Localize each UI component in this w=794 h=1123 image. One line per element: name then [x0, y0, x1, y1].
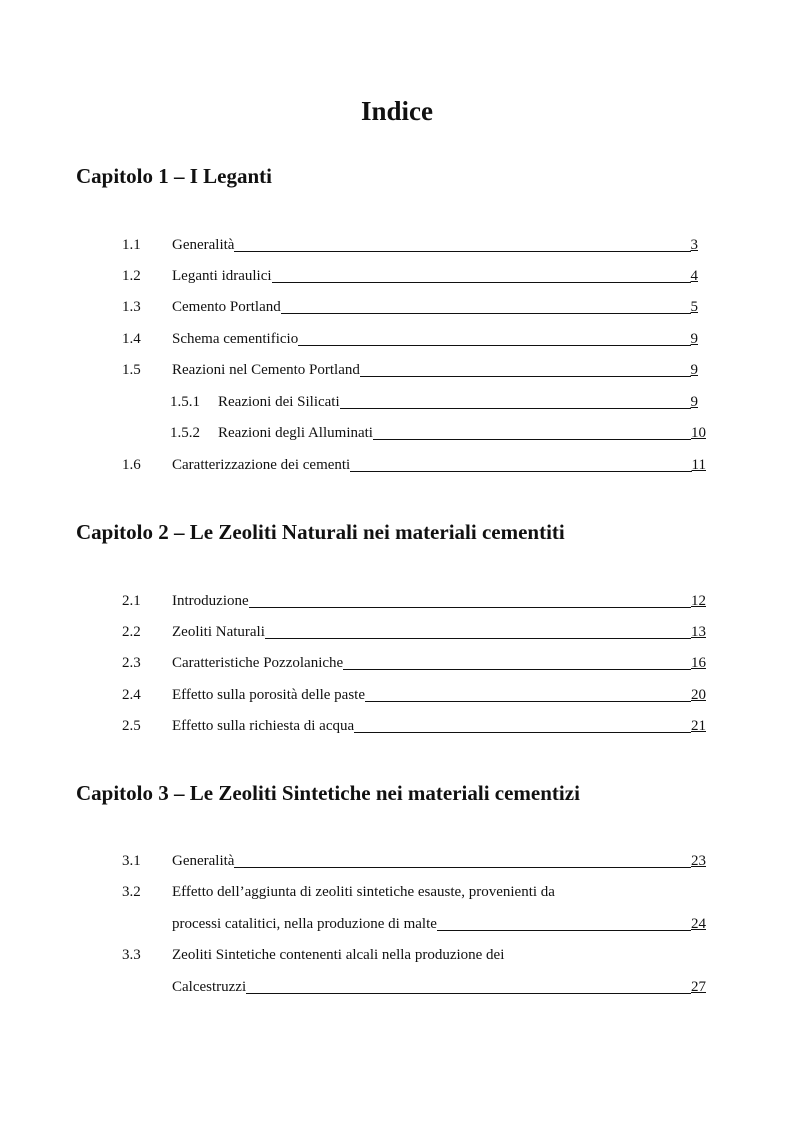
toc-entry-continuation[interactable]	[122, 913, 708, 935]
toc-entry[interactable]	[122, 621, 708, 643]
toc-entry-page: 23	[691, 853, 706, 869]
toc-entry-number: 2.1	[122, 593, 141, 609]
dotted-leader	[234, 867, 691, 868]
toc-entry-multiline[interactable]	[122, 944, 708, 966]
dotted-leader	[365, 701, 691, 702]
toc-entry-label: Schema cementificio	[172, 331, 299, 347]
toc-entry-number: 1.5.1	[170, 394, 200, 410]
dotted-leader	[272, 282, 691, 283]
toc-entry-label: Introduzione	[172, 593, 249, 609]
toc-subentry[interactable]	[170, 391, 708, 413]
dotted-leader	[354, 732, 691, 733]
toc-entry-number: 1.2	[122, 268, 141, 284]
toc-entry-label: Leganti idraulici	[172, 268, 272, 284]
toc-entry-page: 9	[690, 394, 698, 410]
toc-entry[interactable]	[122, 454, 708, 476]
chapter-1-heading: Capitolo 1 – I Leganti	[76, 164, 273, 188]
toc-entry-continuation[interactable]	[122, 976, 708, 998]
toc-entry-label: Reazioni dei Silicati	[218, 394, 340, 410]
toc-entry-label: processi catalitici, nella produzione di malte	[172, 916, 437, 932]
toc-subentry[interactable]	[170, 422, 708, 444]
toc-entry-label: Reazioni degli Alluminati	[218, 425, 373, 441]
toc-entry-number: 2.5	[122, 718, 141, 734]
chapter-3-heading: Capitolo 3 – Le Zeoliti Sintetiche nei materiali cementizi	[76, 781, 580, 805]
dotted-leader	[298, 345, 690, 346]
toc-entry-page: 20	[691, 687, 706, 703]
toc-entry-number: 2.4	[122, 687, 141, 703]
toc-entry-page: 9	[690, 331, 698, 347]
toc-entry-page: 12	[691, 593, 706, 609]
dotted-leader	[437, 930, 691, 931]
toc-entry-label: Effetto sulla porosità delle paste	[172, 687, 366, 703]
dotted-leader	[265, 638, 691, 639]
toc-entry[interactable]	[122, 715, 708, 737]
toc-entry[interactable]	[122, 359, 708, 381]
toc-entry-number: 1.6	[122, 457, 141, 473]
toc-entry-number: 1.5	[122, 362, 141, 378]
toc-entry-page: 27	[691, 979, 706, 995]
toc-entry-page: 11	[691, 457, 706, 473]
toc-entry-number: 1.3	[122, 299, 141, 315]
toc-entry[interactable]	[122, 684, 708, 706]
toc-entry-number: 2.2	[122, 624, 141, 640]
toc-entry-page: 5	[690, 299, 698, 315]
page-title: Indice	[360, 96, 433, 126]
toc-entry[interactable]	[122, 296, 708, 318]
toc-entry-label: Generalità	[172, 853, 235, 869]
toc-entry-label: Generalità	[172, 237, 235, 253]
toc-entry-label: Caratteristiche Pozzolaniche	[172, 655, 344, 671]
toc-entry[interactable]	[122, 234, 708, 256]
toc-entry[interactable]	[122, 652, 708, 674]
toc-entry-page: 9	[690, 362, 698, 378]
toc-entry-label: Calcestruzzi	[172, 979, 247, 995]
toc-entry-number: 1.5.2	[170, 425, 200, 441]
toc-entry[interactable]	[122, 590, 708, 612]
toc-entry-label: Zeoliti Naturali	[172, 624, 265, 640]
dotted-leader	[249, 607, 691, 608]
toc-entry-label: Cemento Portland	[172, 299, 281, 315]
dotted-leader	[234, 251, 690, 252]
toc-entry[interactable]	[122, 850, 708, 872]
toc-entry-number: 1.4	[122, 331, 141, 347]
toc-entry-label-line1: Zeoliti Sintetiche contenenti alcali nella produzione dei	[172, 947, 505, 963]
chapter-2-heading: Capitolo 2 – Le Zeoliti Naturali nei materiali cementiti	[76, 520, 565, 544]
toc-entry-page: 3	[690, 237, 698, 253]
dotted-leader	[281, 313, 691, 314]
dotted-leader	[246, 993, 691, 994]
toc-entry-label: Caratterizzazione dei cementi	[172, 457, 351, 473]
toc-entry-number: 3.3	[122, 947, 141, 963]
toc-entry-number: 3.2	[122, 884, 141, 900]
toc-entry-page: 10	[691, 425, 706, 441]
toc-entry-number: 2.3	[122, 655, 141, 671]
dotted-leader	[373, 439, 691, 440]
toc-entry-page: 24	[691, 916, 706, 932]
toc-entry-label: Reazioni nel Cemento Portland	[172, 362, 360, 378]
dotted-leader	[360, 376, 691, 377]
dotted-leader	[350, 471, 691, 472]
toc-entry-page: 4	[690, 268, 698, 284]
dotted-leader	[340, 408, 691, 409]
toc-entry[interactable]	[122, 265, 708, 287]
toc-entry-page: 21	[691, 718, 706, 734]
toc-entry-page: 16	[691, 655, 706, 671]
toc-entry-number: 3.1	[122, 853, 141, 869]
toc-entry-label: Effetto sulla richiesta di acqua	[172, 718, 355, 734]
toc-entry-label-line1: Effetto dell’aggiunta di zeoliti sintetiche esauste, provenienti da	[172, 884, 555, 900]
toc-entry-multiline[interactable]	[122, 881, 708, 903]
toc-entry[interactable]	[122, 328, 708, 350]
dotted-leader	[343, 669, 691, 670]
toc-entry-page: 13	[691, 624, 706, 640]
toc-entry-number: 1.1	[122, 237, 141, 253]
